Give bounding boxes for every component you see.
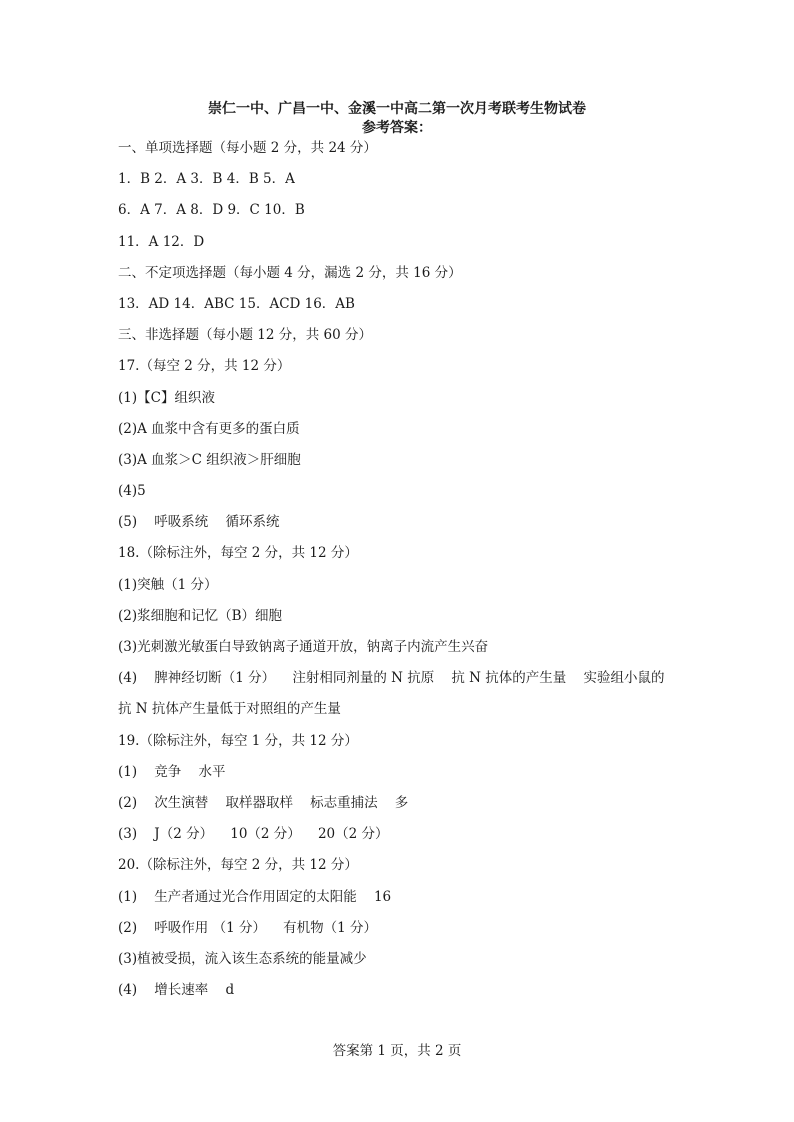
answer-line: 17.（每空 2 分，共 12 分） [118,358,291,375]
answer-line: 一、单项选择题（每小题 2 分，共 24 分） [118,140,377,156]
answer-line: (3) J（2 分） 10（2 分） 20（2 分） [118,826,389,843]
answer-line: (4) 增长速率 d [118,982,235,999]
answer-line: (4) 脾神经切断（1 分） 注射相同剂量的 N 抗原 抗 N 抗体的产生量 实验组小鼠的 [118,670,665,687]
answer-key-heading: 参考答案： [362,120,432,136]
answer-line: (3)光刺激光敏蛋白导致钠离子通道开放，钠离子内流产生兴奋 [118,639,489,655]
answer-line: (2) 呼吸作用 （1 分） 有机物（1 分） [118,919,378,936]
answer-line: 13．AD 14．ABC 15．ACD 16．AB [118,295,355,312]
page-footer: 答案第 1 页，共 2 页 [332,1043,462,1059]
answer-line: 19.（除标注外，每空 1 分，共 12 分） [118,732,358,749]
answer-line: (1)突触（1 分） [118,576,218,593]
answer-line: 三、非选择题（每小题 12 分，共 60 分） [118,327,373,344]
answer-line: 11．A 12．D [118,233,205,250]
answer-line: (1) 生产者通过光合作用固定的太阳能 16 [118,888,392,905]
answer-list [118,137,718,1010]
answer-line: (3)植被受损，流入该生态系统的能量减少 [118,950,367,967]
answer-line: 6．A 7．A 8．D 9．C 10．B [118,202,305,219]
answer-line: (2) 次生演替 取样器取样 标志重捕法 多 [118,794,409,811]
answer-line: 1．B 2．A 3．B 4．B 5．A [118,171,295,188]
answer-line: (4)5 [118,483,146,500]
answer-line: 抗 N 抗体产生量低于对照组的产生量 [118,701,341,718]
answer-line: (1)【C】组织液 [118,389,215,406]
answer-line: (3)A 血浆＞C 组织液＞肝细胞 [118,451,301,468]
document-title: 崇仁一中、广昌一中、金溪一中高二第一次月考联考生物试卷 [208,101,586,117]
answer-line: (1) 竞争 水平 [118,763,226,780]
answer-line: (2)浆细胞和记忆（B）细胞 [118,607,283,624]
answer-line: (2)A 血浆中含有更多的蛋白质 [118,420,300,437]
answer-line: 20.（除标注外，每空 2 分，共 12 分） [118,857,358,874]
answer-line: (5) 呼吸系统 循环系统 [118,514,280,531]
answer-line: 二、不定项选择题（每小题 4 分，漏选 2 分，共 16 分） [118,264,462,281]
answer-line: 18.（除标注外，每空 2 分，共 12 分） [118,545,358,562]
